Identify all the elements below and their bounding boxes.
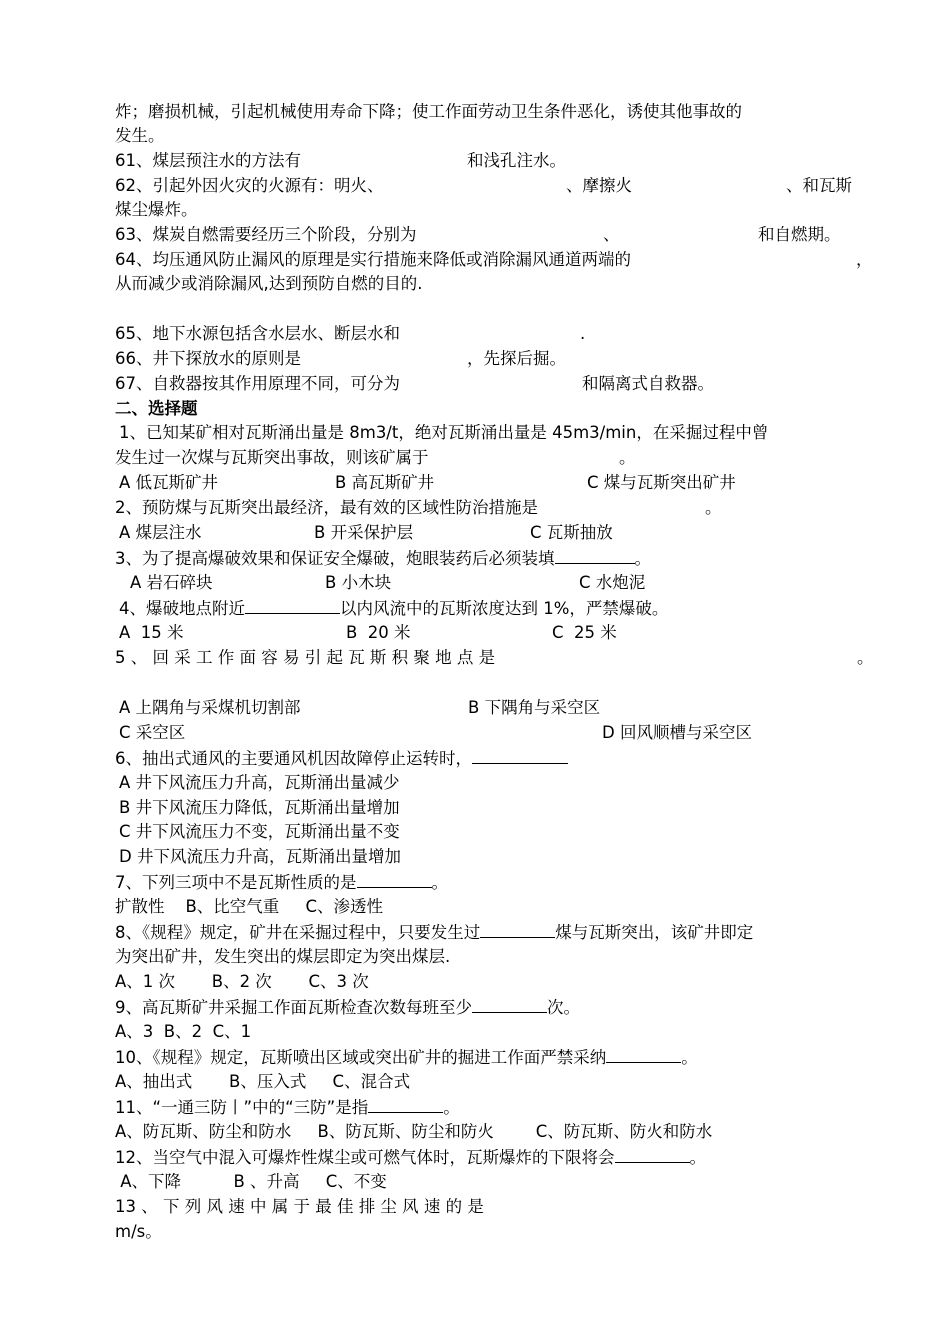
option-a: A 煤层注水: [119, 523, 202, 542]
choice-question-5-tail: 。: [857, 648, 874, 667]
question-61: 61、煤层预注水的方法有: [115, 151, 301, 170]
answer-blank: [555, 546, 635, 564]
choice-question-4: 4、爆破地点附近 以内风流中的瓦斯浓度达到 1%，严禁爆破。: [119, 596, 668, 621]
options-line: A、下降 B 、升高 C、不变: [115, 1172, 387, 1191]
option-b: B 高瓦斯矿井: [335, 473, 435, 492]
choice-question-7: 7、下列三项中不是瓦斯性质的是 。: [115, 870, 448, 895]
option-b: B 小木块: [325, 573, 392, 592]
option-c: C 煤与瓦斯突出矿井: [587, 473, 736, 492]
options-line: A、3 B、2 C、1: [115, 1022, 252, 1041]
option-b: B 开采保护层: [314, 523, 414, 542]
choice-question-3: 3、为了提高爆破效果和保证安全爆破，炮眼装药后必须装填 。: [115, 546, 651, 571]
choice-question-8: 8、《规程》规定，矿井在采掘过程中，只要发生过 煤与瓦斯突出，该矿井即定: [115, 920, 753, 945]
question-63-mid: 、: [603, 225, 620, 244]
question-62-tail: 、和瓦斯: [786, 176, 852, 195]
option-c: C 水炮泥: [579, 573, 646, 592]
option-d: D 回风顺槽与采空区: [602, 723, 752, 742]
text-line: 发生。: [115, 126, 165, 145]
option-c: C 25 米: [552, 623, 617, 642]
option-b: B 下隅角与采空区: [468, 698, 601, 717]
answer-blank: [368, 1095, 443, 1113]
question-63-tail: 和自燃期。: [758, 225, 841, 244]
question-65: 65、地下水源包括含水层水、断层水和: [115, 324, 400, 343]
choice-question-13: 13 、 下 列 风 速 中 属 于 最 佳 排 尘 风 速 的 是: [115, 1197, 484, 1216]
question-66-tail: ，先探后掘。: [467, 349, 566, 368]
question-62: 62、引起外因火灾的火源有：明火、: [115, 176, 384, 195]
choice-question-2-tail: 。: [705, 498, 722, 517]
section-heading: 二、选择题: [115, 399, 198, 418]
choice-question-2: 2、预防煤与瓦斯突出最经济，最有效的区域性防治措施是: [115, 498, 538, 517]
choice-question-1: 1、已知某矿相对瓦斯涌出量是 8m3/t，绝对瓦斯涌出量是 45m3/min，在采掘过程中曾: [119, 423, 769, 442]
answer-blank: [472, 995, 547, 1013]
question-67-tail: 和隔离式自救器。: [582, 374, 714, 393]
choice-question-1-cont: 发生过一次煤与瓦斯突出事故，则该矿属于: [115, 448, 429, 467]
question-64-comma: ，: [856, 250, 873, 269]
answer-blank: [357, 870, 432, 888]
options-line: A、1 次 B、2 次 C、3 次: [115, 972, 369, 991]
choice-question-11: 11、“一通三防丨”中的“三防”是指 。: [115, 1095, 460, 1120]
choice-question-6: 6、抽出式通风的主要通风机因故障停止运转时，: [115, 746, 568, 771]
answer-blank: [615, 1145, 690, 1163]
option-b: B 井下风流压力降低，瓦斯涌出量增加: [119, 798, 400, 817]
question-66: 66、井下探放水的原则是: [115, 349, 301, 368]
options-line: A、防瓦斯、防尘和防水 B、防瓦斯、防尘和防火 C、防瓦斯、防火和防水: [115, 1122, 713, 1141]
text-line: 炸；磨损机械，引起机械使用寿命下降；使工作面劳动卫生条件恶化，诱使其他事故的: [115, 102, 742, 121]
question-63: 63、煤炭自燃需要经历三个阶段，分别为: [115, 225, 417, 244]
option-a: A 上隅角与采煤机切割部: [119, 698, 301, 717]
answer-blank: [606, 1045, 681, 1063]
option-d: D 井下风流压力升高，瓦斯涌出量增加: [119, 847, 401, 866]
choice-question-13-cont: m/s。: [115, 1222, 162, 1241]
question-64-cont: 从而减少或消除漏风,达到预防自燃的目的.: [115, 274, 423, 293]
answer-blank: [480, 920, 555, 938]
answer-blank: [472, 746, 568, 764]
choice-question-5: 5 、 回 采 工 作 面 容 易 引 起 瓦 斯 积 聚 地 点 是: [115, 648, 496, 667]
question-64: 64、均压通风防止漏风的原理是实行措施来降低或消除漏风通道两端的: [115, 250, 631, 269]
question-67: 67、自救器按其作用原理不同，可分为: [115, 374, 400, 393]
choice-question-10: 10、《规程》规定，瓦斯喷出区域或突出矿井的掘进工作面严禁采纳 。: [115, 1045, 698, 1070]
options-line: 扩散性 B、比空气重 C、渗透性: [115, 897, 384, 916]
choice-question-12: 12、当空气中混入可爆炸性煤尘或可燃气体时，瓦斯爆炸的下限将会 。: [115, 1145, 706, 1170]
choice-question-9: 9、高瓦斯矿井采掘工作面瓦斯检查次数每班至少 次。: [115, 995, 580, 1020]
question-61-tail: 和浅孔注水。: [467, 151, 566, 170]
option-a: A 低瓦斯矿井: [119, 473, 219, 492]
option-a: A 岩石碎块: [130, 573, 213, 592]
question-62-mid: 、摩擦火: [566, 176, 632, 195]
question-62-cont: 煤尘爆炸。: [115, 200, 198, 219]
choice-question-1-tail: 。: [619, 448, 636, 467]
option-c: C 瓦斯抽放: [530, 523, 613, 542]
options-line: A、抽出式 B、压入式 C、混合式: [115, 1072, 411, 1091]
question-65-tail: .: [580, 324, 586, 343]
answer-blank: [245, 596, 340, 614]
option-a: A 15 米: [119, 623, 184, 642]
option-c: C 井下风流压力不变，瓦斯涌出量不变: [119, 822, 400, 841]
option-a: A 井下风流压力升高，瓦斯涌出量减少: [119, 773, 400, 792]
option-c: C 采空区: [119, 723, 186, 742]
choice-question-8-cont: 为突出矿井，发生突出的煤层即定为突出煤层.: [115, 947, 451, 966]
option-b: B 20 米: [346, 623, 411, 642]
